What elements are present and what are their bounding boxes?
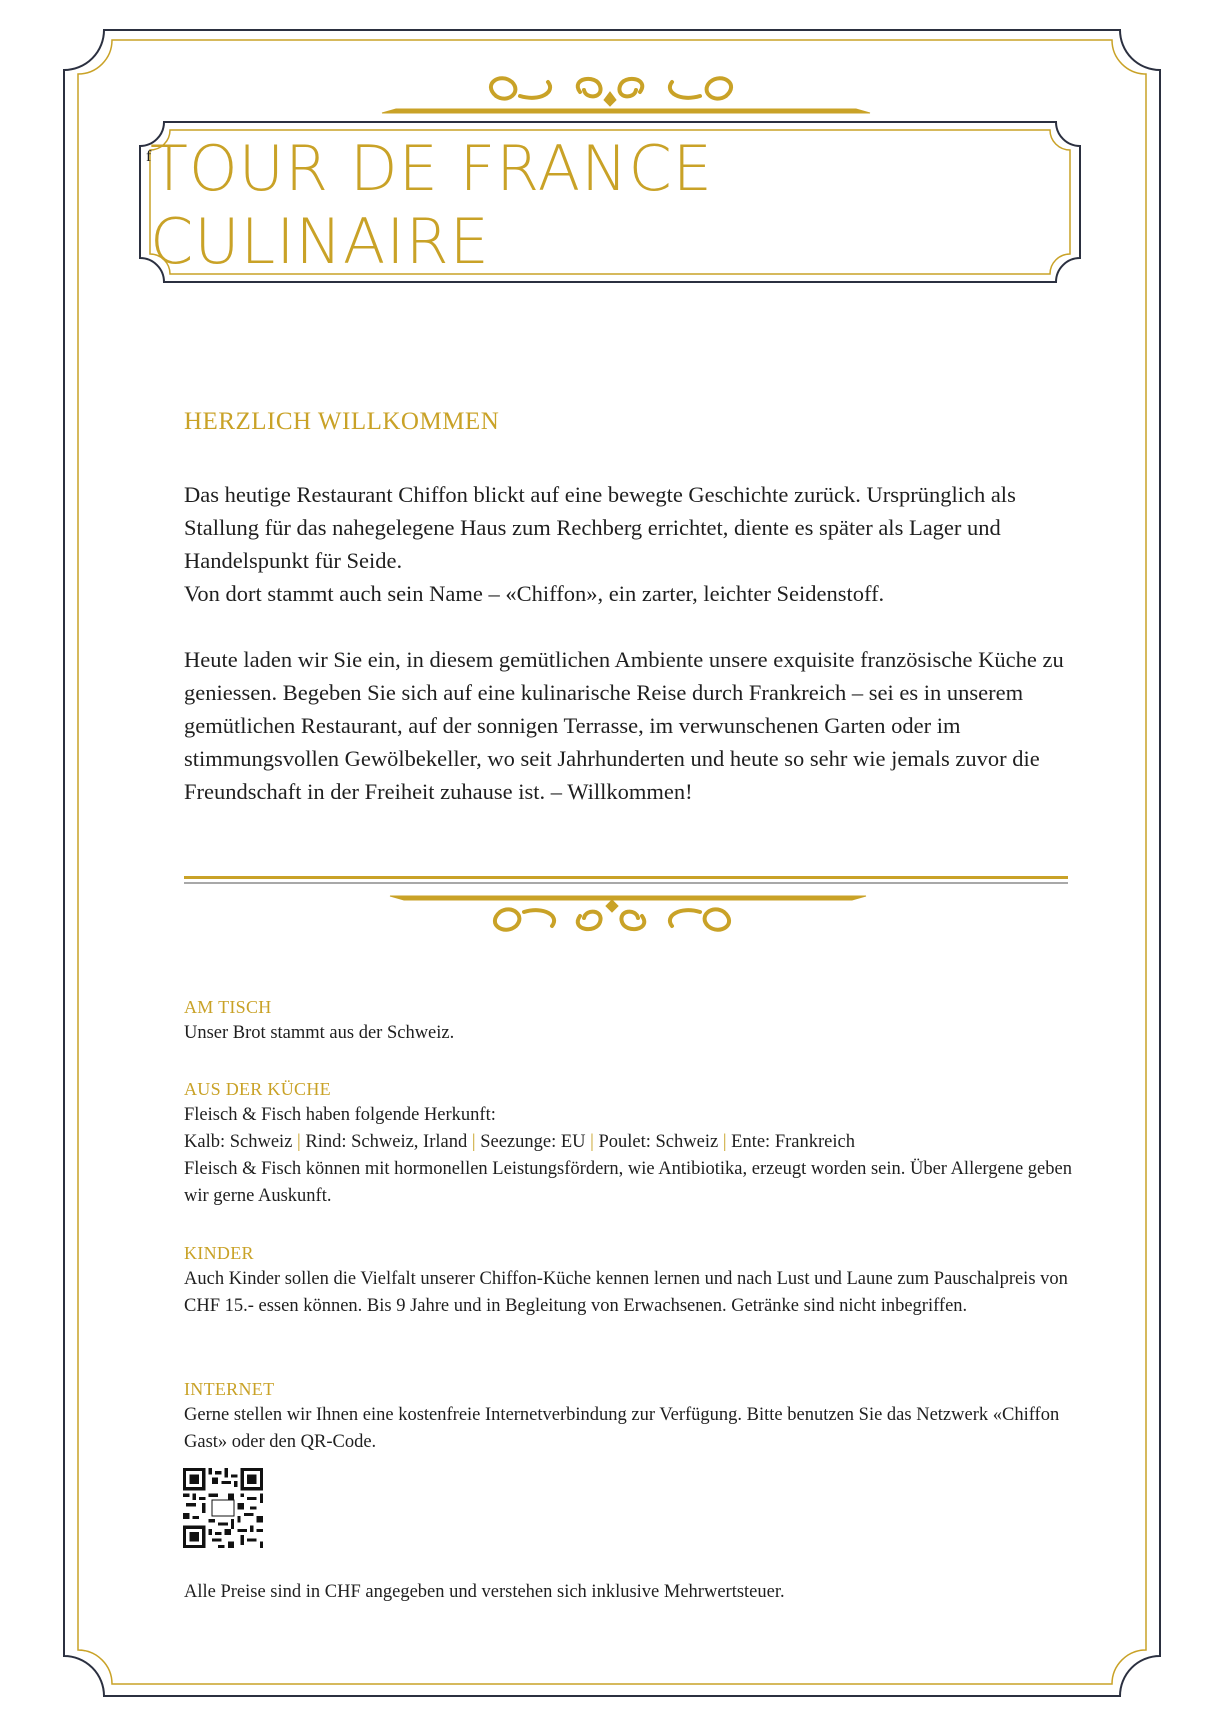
section-kueche [184,1076,1074,1210]
kueche-intro: Fleisch & Fisch haben folgende Herkunft: [184,1105,496,1125]
middle-ornament [390,896,866,930]
kinder-text: Auch Kinder sollen die Vielfalt unserer Chiffon-Küche kennen lernen und nach Lust und Laune zum Pauschalpreis von CHF 15.- essen können. Bis 9 Jahre und in Begleitung von Erwachsenen. Getränke sind nicht inbegriffen. [184,1269,1068,1316]
welcome-heading: HERZLICH WILLKOMMEN [184,408,500,435]
origin-item: Rind: Schweiz, Irland [305,1132,468,1152]
am-tisch-heading: AM TISCH [184,997,272,1017]
top-ornament [382,78,870,113]
section-am-tisch [184,994,1074,1047]
am-tisch-text: Unser Brot stammt aus der Schweiz. [184,1023,455,1043]
welcome-paragraph-2: Heute laden wir Sie ein, in diesem gemütlichen Ambiente unsere exquisite französische Küche zu geniessen. Begeben Sie sich auf eine kulinarische Reise durch Frankreich – sei es in unserem gemütlichen Restaurant, auf der sonnigen Terrasse, im verwunschenen Garten oder im stimmungsvollen Gewölbekeller, wo seit Jahrhunderten und heute so sehr wie jemals zuvor die Freundschaft in der Freiheit zuhause ist. – Willkommen! [184,647,1064,804]
origin-item: Kalb: Schweiz [184,1132,293,1152]
section-internet [184,1376,1074,1456]
internet-heading: INTERNET [184,1379,275,1399]
kueche-note: Fleisch & Fisch können mit hormonellen Leistungsfördern, wie Antibiotika, erzeugt worden sein. Über Allergene geben wir gerne Auskunft. [184,1159,1072,1206]
welcome-text [184,478,1064,808]
origin-item: Poulet: Schweiz [598,1132,719,1152]
divider-gold [184,876,1068,879]
welcome-paragraph-1 [184,478,1064,610]
origin-separator: | [297,1132,301,1152]
qr-code[interactable] [183,1468,263,1548]
kueche-heading: AUS DER KÜCHE [184,1079,331,1099]
welcome-paragraph-1b: Von dort stammt auch sein Name – «Chiffon», ein zarter, leichter Seidenstoff. [184,581,885,606]
footer-note: Alle Preise sind in CHF angegeben und verstehen sich inklusive Mehrwertsteuer. [184,1582,785,1602]
page-title: TOUR DE FRANCE CULINAIRE [150,132,713,278]
origin-separator: | [590,1132,594,1152]
origin-separator: | [722,1132,727,1152]
internet-text: Gerne stellen wir Ihnen eine kostenfreie Internetverbindung zur Verfügung. Bitte benutzen Sie das Netzwerk «Chiffon Gast» oder den QR-Code. [184,1405,1060,1452]
section-kinder [184,1240,1074,1320]
stray-mark: f [146,148,152,165]
welcome-paragraph-1a: Das heutige Restaurant Chiffon blickt auf eine bewegte Geschichte zurück. Ursprünglich als Stallung für das nahegelegene Haus zum Rechberg errichtet, diente es später als Lager und Handelspunkt für Seide. [184,482,1016,573]
kueche-origins [184,1129,1074,1156]
origin-separator: | [471,1132,476,1152]
origin-item: Ente: Frankreich [731,1132,855,1152]
origin-item: Seezunge: EU [480,1132,586,1152]
divider-grey [184,882,1068,884]
kinder-heading: KINDER [184,1243,254,1263]
